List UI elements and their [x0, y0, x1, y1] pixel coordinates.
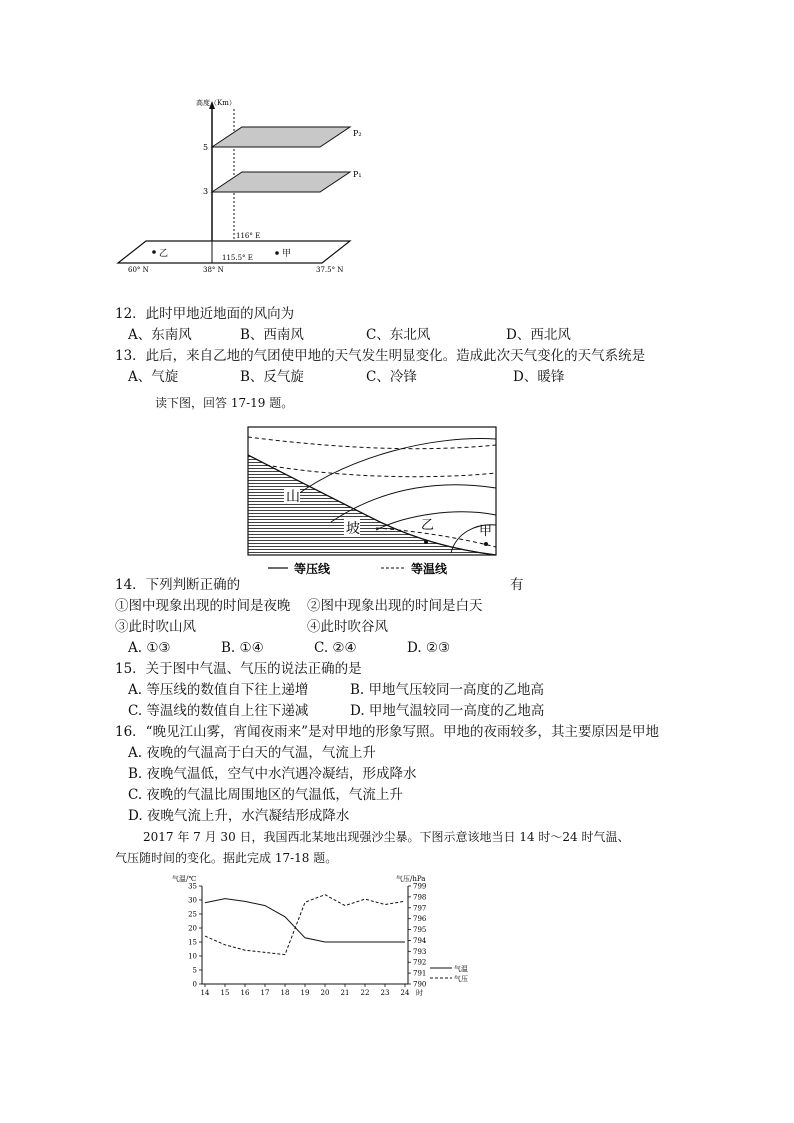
- legend-isobar: 等压线: [294, 562, 331, 576]
- plane-label-p1: P₁: [353, 170, 362, 179]
- figure-mountain-slope: [246, 425, 501, 580]
- q14-statement-1: ①图中现象出现的时间是夜晚: [115, 598, 291, 614]
- x-tick-label: 19: [300, 989, 310, 997]
- right-axis-label: 气压/hPa: [396, 875, 426, 883]
- q15-option-b: B. 甲地气压较同一高度的乙地高: [350, 682, 545, 698]
- intro-17-18-line2: 气压随时间的变化。据此完成 17-18 题。: [115, 851, 338, 865]
- q16-option-d: D. 夜晚气流上升，水汽凝结形成降水: [128, 808, 350, 824]
- x-tick-label: 16: [240, 989, 250, 997]
- right-tick-label: 792: [413, 958, 427, 967]
- figure-pressure-surfaces: [110, 95, 360, 280]
- question-13: 13．此后，来自乙地的气团使甲地的天气发生明显变化。造成此次天气变化的天气系统是: [115, 348, 646, 364]
- left-tick-label: 5: [192, 966, 197, 975]
- y-axis-label: 高度（Km）: [196, 99, 236, 107]
- temperature-pressure-chart: [172, 872, 492, 1000]
- q15-option-d: D. 甲地气温较同一高度的乙地高: [350, 703, 545, 719]
- q14-statement-3: ③此时吹山风: [115, 619, 196, 635]
- q12-option-d: D、西北风: [506, 327, 571, 343]
- q12-option-a: A、东南风: [128, 327, 192, 343]
- q15-option-c: C. 等温线的数值自上往下递减: [128, 703, 309, 719]
- q14-option-b: B. ①④: [221, 640, 264, 656]
- x-unit-label: 时: [416, 989, 423, 997]
- q14-option-c: C. ②④: [314, 640, 357, 656]
- tick-5: 5: [203, 143, 209, 152]
- place-jia-fig2: 甲: [479, 524, 493, 539]
- left-tick-label: 20: [188, 924, 197, 933]
- left-tick-label: 35: [188, 882, 197, 891]
- legend-isotherm: 等温线: [411, 562, 448, 576]
- right-tick-label: 796: [413, 915, 427, 924]
- tick-3: 3: [203, 187, 209, 196]
- x-tick-label: 20: [320, 989, 330, 997]
- lon-label-116: 116° E: [236, 232, 261, 240]
- legend-label-temperature: 气温: [454, 965, 468, 973]
- q12-option-c: C、东北风: [366, 327, 431, 343]
- place-jia: 甲: [282, 249, 292, 259]
- question-14-tail: 有: [510, 577, 524, 593]
- q13-option-a: A、气旋: [128, 369, 179, 385]
- q14-statement-2: ②图中现象出现的时间是白天: [307, 598, 483, 614]
- right-tick-label: 794: [413, 936, 427, 945]
- left-tick-label: 25: [188, 910, 197, 919]
- q13-option-c: C、冷锋: [366, 369, 417, 385]
- x-tick-label: 14: [200, 989, 210, 997]
- question-16: 16．“晚见江山雾，宵闻夜雨来”是对甲地的形象写照。甲地的夜雨较多，其主要原因是甲地: [115, 724, 659, 740]
- x-tick-label: 22: [360, 989, 370, 997]
- q15-option-a: A. 等压线的数值自下往上递增: [128, 682, 309, 698]
- legend-label-pressure: 气压: [454, 975, 468, 983]
- mountain-label: 山: [286, 489, 300, 505]
- place-yi: 乙: [159, 249, 169, 259]
- right-tick-label: 795: [413, 926, 427, 935]
- x-tick-label: 24: [400, 989, 410, 997]
- x-tick-label: 15: [220, 989, 230, 997]
- right-tick-label: 798: [413, 893, 427, 902]
- q14-option-a: A. ①③: [128, 640, 171, 656]
- q16-option-c: C. 夜晚的气温比周围地区的气温低，气流上升: [128, 787, 403, 803]
- slope-label: 坡: [346, 521, 360, 537]
- place-yi-fig2: 乙: [421, 518, 435, 533]
- left-tick-label: 30: [188, 896, 197, 905]
- x-tick-label: 17: [260, 989, 270, 997]
- right-tick-label: 797: [413, 904, 427, 913]
- q12-option-b: B、西南风: [240, 327, 304, 343]
- left-tick-label: 15: [188, 938, 197, 947]
- left-axis-label: 气温/℃: [172, 875, 197, 883]
- question-14: 14．下列判断正确的: [115, 577, 241, 593]
- left-tick-label: 10: [188, 952, 197, 961]
- q14-statement-4: ④此时吹谷风: [307, 619, 388, 635]
- q13-option-d: D、暖锋: [513, 369, 565, 385]
- lat-label-37: 37.5° N: [316, 266, 344, 274]
- lon-label-115: 115.5° E: [222, 254, 253, 262]
- lat-label-38: 38° N: [203, 266, 224, 274]
- right-tick-label: 791: [413, 969, 427, 978]
- intro-17-18-line1: 2017 年 7 月 30 日，我国西北某地出现强沙尘暴。下图示意该地当日 14 时～24 时气温、: [143, 830, 630, 844]
- q16-option-b: B. 夜晚气温低，空气中水汽遇冷凝结，形成降水: [128, 766, 417, 782]
- x-tick-label: 21: [340, 989, 350, 997]
- x-tick-label: 18: [280, 989, 290, 997]
- intro-17-19: 读下图，回答 17-19 题。: [155, 396, 294, 410]
- right-tick-label: 790: [413, 980, 427, 989]
- lat-label-60: 60° N: [128, 266, 149, 274]
- question-12: 12．此时甲地近地面的风向为: [115, 306, 295, 322]
- q14-option-d: D. ②③: [407, 640, 451, 656]
- right-tick-label: 793: [413, 947, 427, 956]
- series-line-temperature: [205, 899, 405, 942]
- question-15: 15．关于图中气温、气压的说法正确的是: [115, 661, 362, 677]
- right-tick-label: 799: [413, 882, 427, 891]
- x-tick-label: 23: [380, 989, 390, 997]
- q13-option-b: B、反气旋: [240, 369, 304, 385]
- q16-option-a: A. 夜晚的气温高于白天的气温，气流上升: [128, 745, 376, 761]
- series-line-pressure: [205, 895, 405, 955]
- left-tick-label: 0: [192, 980, 197, 989]
- plane-label-p2: P₂: [353, 129, 362, 138]
